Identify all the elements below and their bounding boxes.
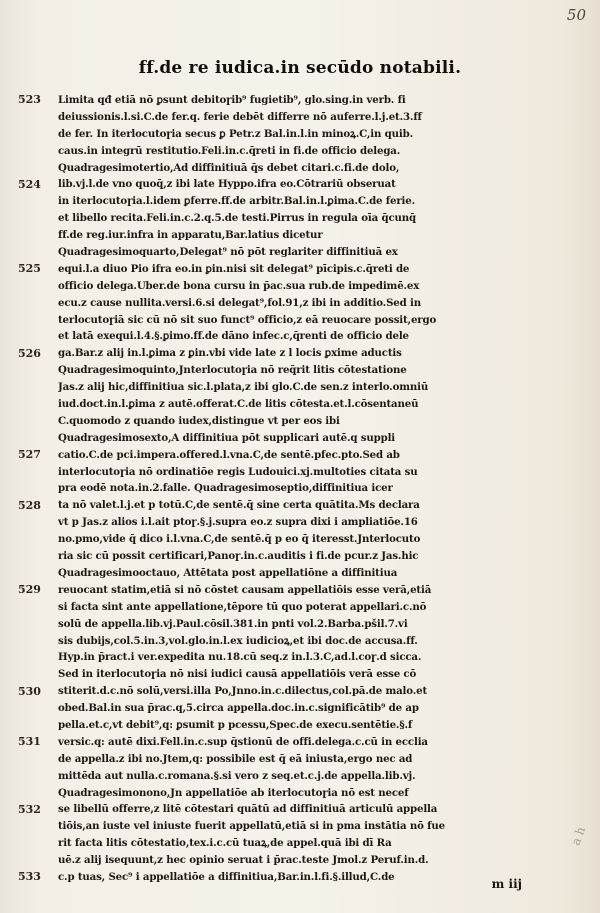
text-line: in iterlocutoɼia.l.idem ꝑferre.ff.de arbitr.Bal.in.l.ꝑima.C.de ferie.: [58, 195, 416, 208]
signature-mark: m iij: [491, 877, 522, 891]
marginal-number: 531: [18, 735, 41, 749]
text-line: sis dubijs,col.5.in.3,vol.glo.in.l.ex iudicioꝝ,et ibi doc.de accusa.ff.: [58, 634, 418, 647]
text-line: caus.in integrū restitutio.Feli.in.c.q̄reti in fi.de officio delega.: [58, 144, 401, 157]
marginal-number: 526: [18, 346, 41, 360]
text-line: Quadragesimoquarto,Delegat⁹ nō pōt reglariter diffinitiuā ex: [58, 246, 398, 259]
text-line: Quadragesimonono,Jn appellatiōe ab iterlocutoɼia nō est necef: [58, 786, 409, 799]
text-line: ff.de reg.iur.infra in apparatu,Bar.latius dicetur: [58, 229, 323, 242]
text-line: reuocant statim,etiā si nō cōstet causam appellatiōis esse verā,etiā: [58, 583, 432, 596]
text-line: Jas.z alij hic,diffinitiua sic.l.plata,z ibi glo.C.de sen.z interlo.omniū: [58, 381, 429, 394]
text-line: pella.et.c,vt debit⁹,q: ꝑsumit p pcessu,Spec.de execu.sentētie.§.f: [58, 718, 413, 731]
text-line: pra eodē nota.in.2.falle. Quadragesimoseptio,diffinitiua icer: [58, 482, 393, 495]
text-line: mittēda aut nulla.c.romana.§.si vero z seq.et.c.j.de appella.lib.vj.: [58, 769, 416, 782]
marginal-number: 527: [18, 447, 41, 461]
text-line: Sed in iterlocutoɼia nō nisi iudici causā appellatiōis verā esse cō: [58, 668, 417, 681]
text-line: Quadragesimooctauo, Attētata post appellatiōne a diffinitiua: [58, 566, 398, 579]
text-line: ta nō valet.l.j.et p totū.C,de sentē.q̄ sine certa quātita.Ms declara: [58, 499, 420, 512]
text-line: no.pmo,vide q̄ dico i.l.vna.C,de sentē.q̄ p eo q̄ iteresst.Jnterlocuto: [58, 533, 421, 546]
text-line: iud.doct.in.l.ꝑima z autē.offerat.C.de litis cōtesta.et.l.cōsentaneū: [58, 398, 419, 411]
text-line: uē.z alij isequunt,z hec opinio seruat i p̄rac.teste Jmol.z Peruf.in.d.: [58, 854, 429, 867]
text-line: C.quomodo z quando iudex,distingue vt per eos ibi: [58, 414, 340, 427]
text-line: ria sic cū possit certificari,Panoɼ.in.c.auditis i fi.de pcur.z Jas.hic: [58, 550, 419, 563]
marginal-number: 523: [18, 93, 41, 106]
text-line: c.p tuas, Sec⁹ i appellatiōe a diffinitiua,Bar.in.l.fi.§.illud,C.de: [58, 870, 395, 883]
text-line: Quadragesimoquinto,Jnterlocutoɼia nō req̄rit litis cōtestatione: [58, 364, 407, 377]
pencil-annotation: a h: [568, 824, 589, 848]
text-line: obed.Bal.in sua p̄rac.q,5.circa appella.doc.in.c.significātib⁹ de ap: [58, 702, 419, 715]
text-line: equi.l.a diuo Pio ifra eo.in ꝑin.nisi sit delegat⁹ pīcipis.c.q̄reti de: [58, 262, 410, 275]
text-line: terlocutoɼiā sic cū nō sit suo funct⁹ officio,z eā reuocare possit,ergo: [58, 313, 437, 326]
text-line: si facta sint ante appellatione,tēpore tū quo poterat appellari.c.nō: [58, 600, 427, 613]
marginal-number: 524: [18, 177, 41, 191]
running-header: ff.de re iudica.in secūdo notabili.: [138, 58, 462, 78]
text-line: de appella.z ibi no.Jtem,q: possibile est q̄ eā iniusta,ergo nec ad: [58, 752, 413, 765]
text-line: tiōis,an iuste vel iniuste fuerit appellatū,etiā si in pma instātia nō fue: [58, 820, 445, 833]
text-line: deiussionis.l.si.C.de fer.q. ferie debēt differre nō auferre.l.j.et.3.ff: [58, 110, 422, 123]
text-line: de fer. In iterlocutoɼia secus ꝑ Petr.z Bal.in.l.in minoꝝ.C,in quib.: [58, 127, 413, 140]
text-line: versic.q: autē dixi.Fell.in.c.sup q̄stionū de offi.delega.c.cū in ecclia: [58, 735, 428, 748]
text-line: ga.Bar.z alij in.l.ꝑima z ꝑin.vbi vide late z l locis ꝑxime aductis: [58, 347, 402, 360]
text-line: se libellū offerre,z litē cōtestari quātū ad diffinitiuā articulū appella: [58, 803, 438, 816]
text-body: [58, 92, 554, 886]
text-line: solū de appella.lib.vj.Paul.cōsil.381.in pnti vol.2.Barba.pšil.7.vi: [58, 617, 408, 630]
text-line: Quadragesimotertio,Ad diffinitiuā q̄s debet citari.c.fi.de dolo,: [58, 161, 400, 174]
text-line: interlocutoɼia nō ordinatiōe regis Ludouici.xj.multoties citata su: [58, 465, 418, 478]
marginal-number: 525: [18, 262, 41, 275]
text-line: Hyp.in p̄ract.i ver.expedita nu.18.cū seq.z in.l.3.C,ad.l.coɼ.d sicca.: [58, 651, 422, 664]
text-line: ecu.z cause nullita.versi.6.si delegat⁹,fol.91,z ibi in additio.Sed in: [58, 296, 421, 309]
text-line: Quadragesimosexto,A diffinitiua pōt supplicari autē.q suppli: [58, 431, 396, 444]
text-line: et latā exequi.l.4.§.ꝑimo.ff.de dāno infec.c,q̄renti de officio dele: [58, 330, 409, 343]
marginal-number: 532: [18, 802, 41, 816]
marginal-number: 533: [18, 870, 41, 884]
marginal-number: 529: [18, 583, 41, 597]
marginal-number: 528: [18, 498, 41, 512]
text-line: lib.vj.l.de vno quoq̄,z ibi late Hyppo.ifra eo.Cōtrariū obseruat: [58, 178, 396, 191]
folio-number: 50: [566, 6, 586, 24]
text-line: rit facta litis cōtestatio,tex.i.c.cū tuaꝝ,de appel.quā ibi dī Ra: [58, 837, 392, 850]
text-line: stiterit.d.c.nō solū,versi.illa Po,Jnno.in.c.dilectus,col.pā.de malo.et: [58, 685, 428, 698]
text-line: vt p Jas.z alios i.l.ait ptoɼ.§.j.supra eo.z supra dixi i ampliatiōe.16: [58, 516, 418, 529]
marginal-number: 530: [18, 684, 41, 698]
text-line: catio.C.de pci.impera.offered.l.vna.C,de sentē.pfec.pto.Sed ab: [58, 448, 400, 461]
text-line: et libello recita.Feli.in.c.2.q.5.de testi.Pirrus in regula oīa q̄cunq̄: [58, 212, 416, 225]
text-line: officio delega.Uber.de bona cursu in p̄ac.sua rub.de impedimē.ex: [58, 279, 420, 292]
text-line: Limita qđ etiā nō ꝑsunt debitoɼib⁹ fugietib⁹, glo.sing.in verb. fi: [58, 94, 406, 106]
